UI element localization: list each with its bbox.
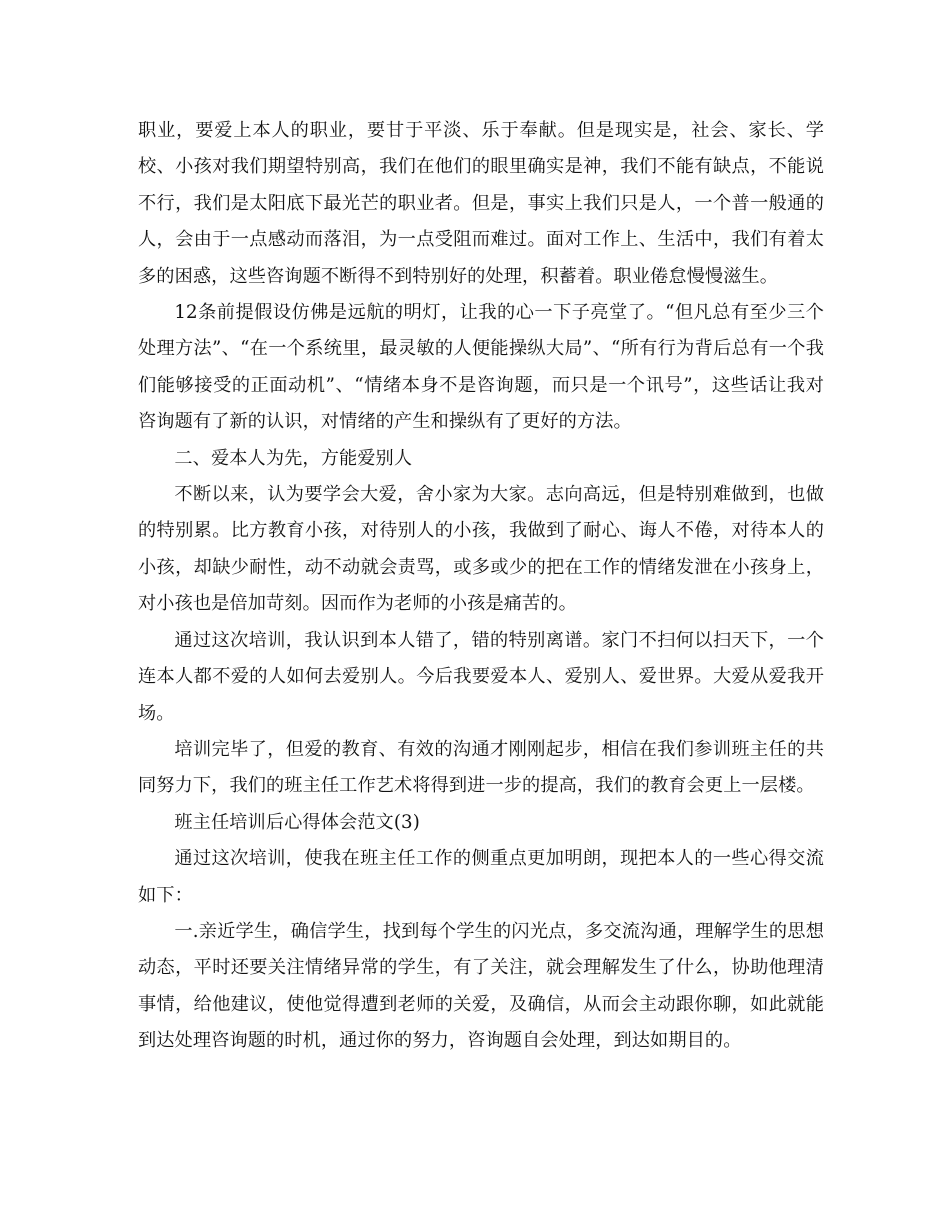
paragraph-training-conclusion: 培训完毕了，但爱的教育、有效的沟通才刚刚起步，相信在我们参训班主任的共同努力下，我们的班主任工作艺术将得到进一步的提高，我们的教育会更上一层楼。 [138,738,824,797]
paragraph-career-expectations: 职业，要爱上本人的职业，要甘于平淡、乐于奉献。但是现实是，社会、家长、学校、小孩对我们期望特别高，我们在他们的眼里确实是神，我们不能有缺点，不能说不行，我们是太阳底下最光芒的职业者。但是，事实上我们只是人，一个普一般通的人，会由于一点感动而落泪，为一点受阻而难过。面对工作上、生活中，我们有着太多的困惑，这些咨询题不断得不到特别好的处理，积蓄着。职业倦怠慢慢滋生。 [138,120,824,287]
paragraph-point-one: 一.亲近学生，确信学生，找到每个学生的闪光点，多交流沟通，理解学生的思想动态，平时还要关注情绪异常的学生，有了关注，就会理解发生了什么，协助他理清事情，给他建议，使他觉得遭到老师的关爱，及确信，从而会主动跟你聊，如此就能到达处理咨询题的时机，通过你的努力，咨询题自会处理，到达如期目的。 [138,920,824,1052]
document-body [138,113,824,1060]
paragraph-sample-3-intro: 通过这次培训，使我在班主任工作的侧重点更加明朗，现把本人的一些心得交流如下： [138,848,824,906]
section-heading-love-self-first: 二、爱本人为先，方能爱别人 [174,447,413,469]
paragraph-training-realization: 通过这次培训，我认识到本人错了，错的特别离谱。家门不扫何以扫天下，一个连本人都不爱的人如何去爱别人。今后我要爱本人、爱别人、爱世界。大爱从爱我开场。 [138,629,824,724]
paragraph-great-love: 不断以来，认为要学会大爱，舍小家为大家。志向高远，但是特别难做到，也做的特别累。比方教育小孩，对待别人的小孩，我做到了耐心、诲人不倦，对待本人的小孩，却缺少耐性，动不动就会责骂，或多或少的把在工作的情绪发泄在小孩身上，对小孩也是倍加苛刻。因而作为老师的小孩是痛苦的。 [138,484,824,615]
paragraph-twelve-presuppositions: 12条前提假设仿佛是远航的明灯，让我的心一下子亮堂了。“但凡总有至少三个处理方法”、“在一个系统里，最灵敏的人便能操纵大局”、“所有行为背后总有一个我们能够接受的正面动机”、“情绪本身不是咨询题，而只是一个讯号”，这些话让我对咨询题有了新的认识，对情绪的产生和操纵有了更好的方法。 [138,302,824,433]
article-title-sample-3: 班主任培训后心得体会范文(3) [174,811,420,833]
